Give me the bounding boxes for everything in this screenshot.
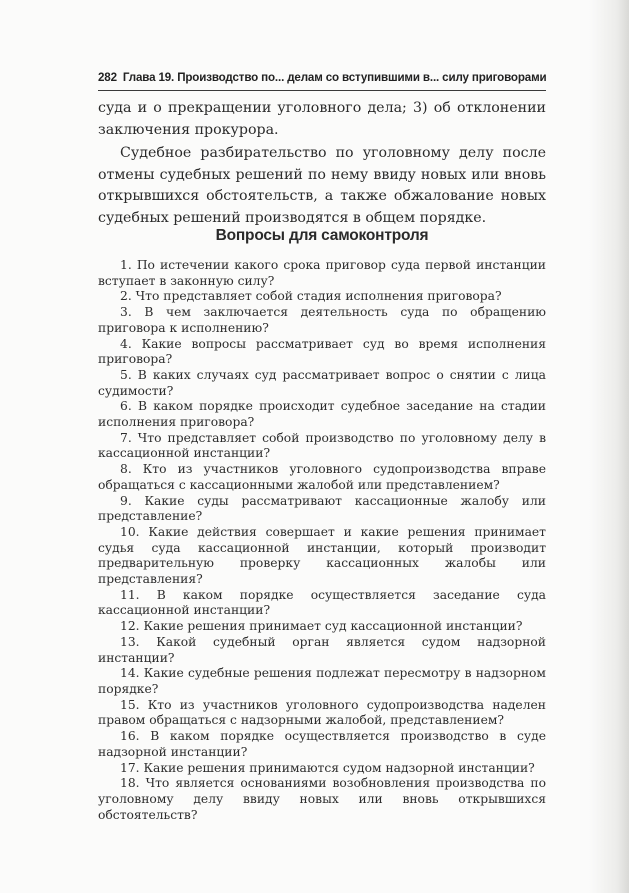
question-item: 11. В каком порядке осуществляется заседание суда кассационной инстанции? <box>98 587 546 618</box>
question-item: 9. Какие суды рассматривают кассационные жалобу или представление? <box>98 493 546 524</box>
question-item: 17. Какие решения принимаются судом надзорной инстанции? <box>120 760 535 775</box>
question-item: 18. Что является основаниями возобновления производства по уголовному делу ввиду новых или вновь открывшихся обстоятельств? <box>98 776 546 822</box>
question-list <box>98 258 546 823</box>
running-title: Глава 19. Производство по... делам со вступившими в... силу приговорами <box>122 71 547 84</box>
paragraph <box>98 143 546 229</box>
question-item: 2. Что представляет собой стадия исполнения приговора? <box>120 289 502 304</box>
section-title: Вопросы для самоконтроля <box>215 227 429 244</box>
paragraph-text: Судебное разбирательство по уголовному делу после отмены судебных решений по нему ввиду новых или вновь открывшихся обстоятельств, а также обжалование новых судебных решений производятся в общем порядке. <box>98 145 546 226</box>
question-item: 7. Что представляет собой производство по уголовному делу в кассационной инстанции? <box>98 430 546 461</box>
question-item: 12. Какие решения принимает суд кассационной инстанции? <box>120 619 523 634</box>
paragraph-continued <box>98 98 546 141</box>
question-item: 13. Какой судебный орган является судом надзорной инстанции? <box>98 634 546 665</box>
question-item: 5. В каких случаях суд рассматривает вопрос о снятии с лица судимости? <box>98 367 546 398</box>
paragraph-text: суда и о прекращении уголовного дела; 3) об отклонении заключения прокурора. <box>98 100 546 138</box>
question-item: 14. Какие судебные решения подлежат пересмотру в надзорном порядке? <box>98 666 546 696</box>
running-header <box>98 68 546 91</box>
question-item: 8. Кто из участников уголовного судопроизводства вправе обращаться с кассационными жалобой или представлением? <box>98 462 546 492</box>
question-item: 3. В чем заключается деятельность суда по обращению приговора к исполнению? <box>98 305 546 335</box>
question-item: 4. Какие вопросы рассматривает суд во время исполнения приговора? <box>98 336 546 367</box>
question-item: 16. В каком порядке осуществляется производство в суде надзорной инстанции? <box>98 729 546 759</box>
page-number: 282 <box>98 71 117 84</box>
question-item: 6. В каком порядке происходит судебное заседание на стадии исполнения приговора? <box>98 399 546 430</box>
question-item: 15. Кто из участников уголовного судопроизводства наделен правом обращаться с надзорными жалобой, представлением? <box>98 697 546 728</box>
question-item: 10. Какие действия совершает и какие решения принимает судья суда кассационной инстанции, который производит предварительную проверку кассационных жалобы или представления? <box>98 524 546 587</box>
question-item: 1. По истечении какого срока приговор суда первой инстанции вступает в законную силу? <box>98 258 546 288</box>
page-edge-shadow <box>589 0 629 893</box>
